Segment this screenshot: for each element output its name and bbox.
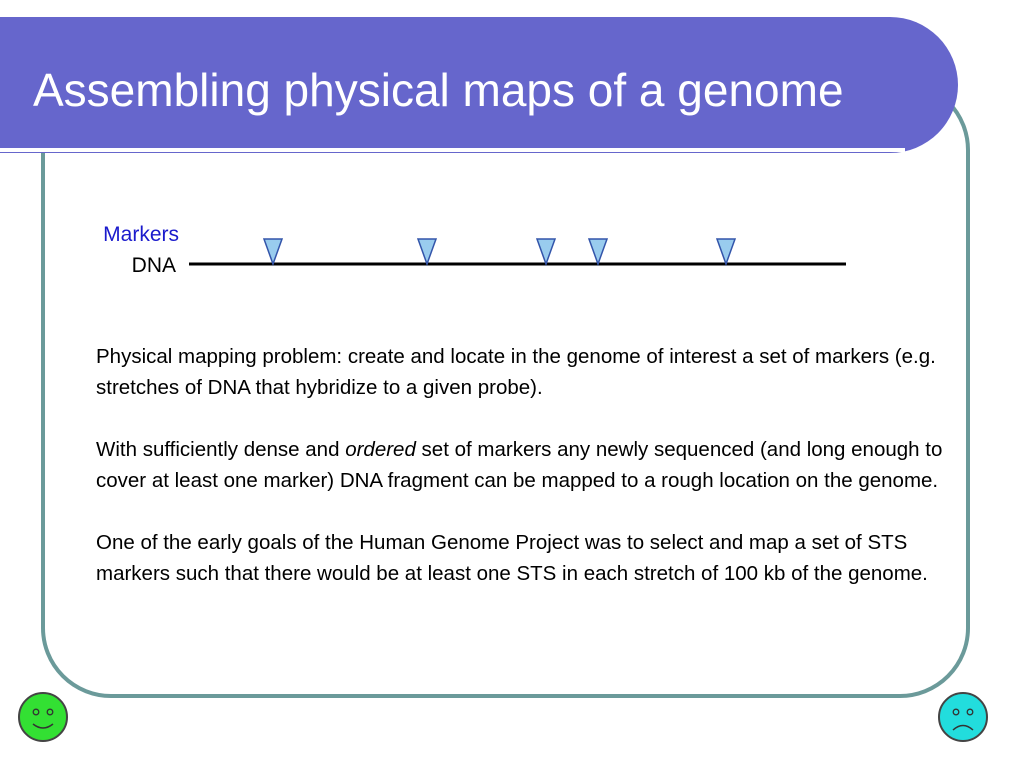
paragraph-2-emphasis: ordered: [345, 438, 416, 461]
paragraph-2: [96, 434, 946, 496]
happy-face-icon[interactable]: [18, 692, 68, 742]
paragraph-2-start: With sufficiently dense and: [96, 438, 346, 461]
sad-face-icon[interactable]: [938, 692, 988, 742]
paragraph-3: One of the early goals of the Human Genome Project was to select and map a set of STS markers such that there would be at least one STS in each stretch of 100 kb of the genome.: [96, 531, 928, 585]
body-text: [96, 341, 946, 620]
markers-label: Markers: [103, 223, 179, 246]
paragraph-1: Physical mapping problem: create and locate in the genome of interest a set of markers (e.g. stretches of DNA that hybridize to a given probe).: [96, 345, 936, 399]
happy-face-glyph: [20, 694, 66, 740]
marker-2: [418, 239, 436, 264]
marker-4: [589, 239, 607, 264]
sad-face-glyph: [940, 694, 986, 740]
dna-marker-diagram: [0, 0, 1024, 300]
slide-title: Assembling physical maps of a genome: [33, 64, 844, 116]
marker-1: [264, 239, 282, 264]
marker-5: [717, 239, 735, 264]
marker-3: [537, 239, 555, 264]
dna-label: DNA: [131, 254, 176, 277]
paragraph-2-end: set of markers any newly sequenced (and long enough to cover at least one marker) DNA fragment can be mapped to a rough location on the genome.: [96, 438, 943, 492]
